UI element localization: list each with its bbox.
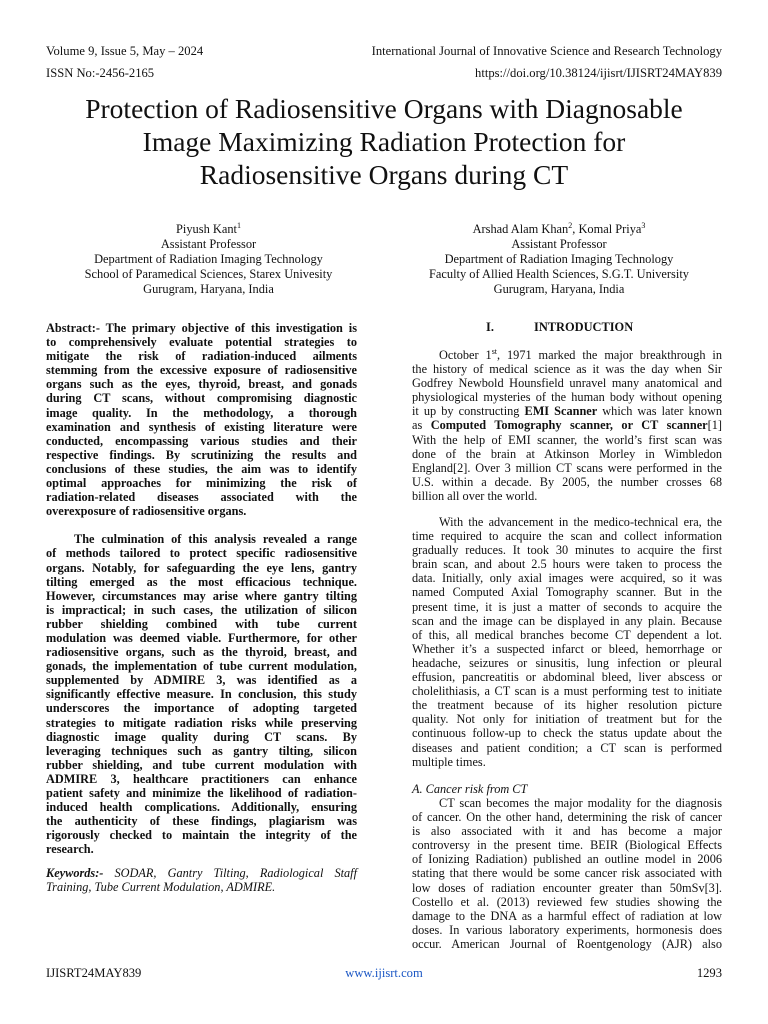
text-run: it up by constructing xyxy=(412,404,525,419)
intro-paragraph-2 xyxy=(412,515,722,769)
author-role: Assistant Professor xyxy=(160,237,257,251)
text-line: induced health complications. Additionally, ensuring xyxy=(46,800,357,815)
text-line: conducted, encompassing various studies and their xyxy=(46,433,357,448)
title-line: Image Maximizing Radiation Protection for xyxy=(142,126,626,157)
author-dept: Department of Radiation Imaging Technology xyxy=(94,252,323,266)
text-line: Godfrey Newbold Hounsfield unravel many anatomical and xyxy=(412,376,722,391)
text-line: CT scan becomes the major modality for the diagnosis xyxy=(439,796,722,810)
text-line: image quality. In the methodology, a thorough xyxy=(46,405,357,420)
text-line: organs such as the eyes, thyroid, breast, and gonads xyxy=(46,377,357,392)
text-line: occur. American Journal of Roentgenology (AJR) also xyxy=(412,936,722,951)
text-line: the treatment because of its higher resolution picture xyxy=(412,698,722,713)
text-line: during CT scans, without compromising diagnostic xyxy=(46,391,357,406)
abstract xyxy=(46,321,357,856)
text-line: stemming from the excessive exposure of radiosensitive xyxy=(46,363,357,378)
text-line: rubber shielding, and tube current modulation with xyxy=(46,757,357,772)
text-line: With the help of EMI scanner, the world’s first scan was xyxy=(412,432,722,447)
doi-link[interactable]: https://doi.org/10.38124/ijisrt/IJISRT24MAY839 xyxy=(475,66,722,80)
keywords-text: Training, Tube Current Modulation, ADMIRE. xyxy=(46,880,276,895)
text-line: supplemented by ADMIRE 3, was identified as a xyxy=(46,673,357,688)
author-affil-sup: 1 xyxy=(236,220,241,230)
text-line: patient safety and minimize the likelihood of radiation- xyxy=(46,786,357,800)
text-run: , 1971 marked the major breakthrough in xyxy=(497,348,722,362)
text-line: present time, it is just a matter of seconds to acquire the xyxy=(412,599,722,614)
text-line: billion all over the world. xyxy=(412,488,538,503)
abstract-paragraph-1 xyxy=(46,321,357,518)
text-line: tilting emerged as the most efficacious technique. xyxy=(46,574,357,589)
author-location: Gurugram, Haryana, India xyxy=(493,282,625,296)
title-line: Radiosensitive Organs during CT xyxy=(199,159,569,190)
text-line: gradually reduces. It took 30 minutes to acquire the first xyxy=(412,543,722,558)
intro-paragraph-1 xyxy=(412,348,722,503)
text-line: U.S. within a decade. By 2005, the number crosses 68 xyxy=(412,474,722,489)
text-line: done of the brain at Atkinson Morley in Wimbledon xyxy=(412,446,722,461)
text-line: continuous follow-up to check the status update about the xyxy=(412,726,722,741)
text-line: strategies to mitigate radiation risks while preserving xyxy=(46,715,357,730)
keywords-label: Keywords:- xyxy=(46,866,104,880)
text-line: is also associated with it and has become a major xyxy=(412,824,722,839)
text-line: optimal approaches for minimizing the risk of xyxy=(46,476,357,491)
footer-site-link[interactable]: www.ijisrt.com xyxy=(345,966,423,980)
text-line: data. Initially, only axial images were acquired, so it was xyxy=(412,571,722,586)
text-line: brain scan, and about 2.5 hours were taken to process the xyxy=(412,557,722,572)
text-run: October 1 xyxy=(439,348,492,362)
author-school: School of Paramedical Sciences, Starex Univesity xyxy=(84,267,333,281)
text-line: radiation-related diseases associated with the xyxy=(46,490,357,505)
section-number: I. xyxy=(486,320,494,334)
footer-paper-id: IJISRT24MAY839 xyxy=(46,966,142,980)
author-name: Piyush Kant xyxy=(176,222,237,236)
paper-title xyxy=(20,92,748,191)
text-line: modulation was deemed viable. Furthermore, for other xyxy=(46,630,357,645)
text-line: mitigate the risk of radiation-induced ailments xyxy=(46,349,357,364)
text-line: the history of medical science as it was the day when Sir xyxy=(412,362,722,377)
text-line: gonads, the implementation of tube current modulation, xyxy=(46,659,357,674)
text-line: diagnostic image quality during CT scans. By xyxy=(46,729,357,744)
text-line: stating that there would be some cancer risk associated with xyxy=(412,866,722,881)
keywords-text: SODAR, Gantry Tilting, Radiological Staff xyxy=(114,866,357,880)
author-role: Assistant Professor xyxy=(511,237,607,251)
text-line: However, circumstances may arise where gantry tilting xyxy=(46,588,357,603)
keywords xyxy=(46,866,357,894)
text-line: is impractical; in such cases, the utilization of silicon xyxy=(46,602,357,617)
author-block-left xyxy=(46,222,371,297)
text-line: examination and synthesis of existing literature were xyxy=(46,419,357,434)
issn: ISSN No:-2456-2165 xyxy=(46,66,155,80)
text-line: England[2]. Over 3 million CT scans were performed in the xyxy=(412,460,722,475)
text-line: ADMIRE 3, healthcare practitioners can enhance xyxy=(46,771,357,786)
text-line: Whether it’s a suspected infarct or bleed, hemorrhage or xyxy=(412,641,722,656)
text-line: of this, all medical branches become CT dependent a lot. xyxy=(412,627,722,642)
text-line: scan and the image can be displayed in any plain. Because xyxy=(412,613,722,628)
text-line: rigorously checked to maintain the integrity of the xyxy=(46,828,357,843)
text-line: cholelithiasis, a CT scan is a must performing test to initiate xyxy=(412,684,722,699)
text-line: Abstract:- The primary objective of this investigation is xyxy=(46,321,357,335)
text-line: diseases and patient condition; a CT scan is performed xyxy=(412,740,722,755)
author-location: Gurugram, Haryana, India xyxy=(143,282,274,296)
author-block-right xyxy=(396,222,722,297)
author-dept: Department of Radiation Imaging Technology xyxy=(444,252,674,266)
text-line: underscores the importance of adopting targeted xyxy=(46,701,357,716)
author-affil-sup: 3 xyxy=(641,220,646,230)
volume-issue: Volume 9, Issue 5, May – 2024 xyxy=(46,44,204,58)
subsection-heading: A. Cancer risk from CT xyxy=(412,782,528,796)
author-name: Arshad Alam Khan xyxy=(472,222,569,236)
author-school: Faculty of Allied Health Sciences, S.G.T. University xyxy=(429,267,689,281)
text-line: The culmination of this analysis revealed a range xyxy=(74,532,357,547)
text-line: respective findings. By scrutinizing the results and xyxy=(46,447,357,462)
text-line: the authenticity of these findings, plagiarism was xyxy=(46,814,357,829)
text-line: of Ionizing Radiation) published an outline model in 2006 xyxy=(412,852,722,867)
text-line: controversy in the present time. BEIR (Biological Effects xyxy=(412,838,722,853)
journal-name: International Journal of Innovative Science and Research Technology xyxy=(371,44,722,58)
text-line: rubber shielding combined with tube current xyxy=(46,616,357,631)
text-line: research. xyxy=(46,842,94,857)
title-line: Protection of Radiosensitive Organs with Diagnosable xyxy=(85,93,683,124)
text-line: time required to acquire the scan and collect information xyxy=(412,529,722,544)
text-line: radiosensitive organs, such as the thyroid, breast, and xyxy=(46,645,357,660)
text-line: effusion, pancreatitis or abdominal bleed, liver abscess or xyxy=(412,670,722,685)
text-line: physiological mysteries of the human body without opening xyxy=(412,390,722,405)
text-line: leveraging techniques such as gantry tilting, silicon xyxy=(46,743,357,758)
text-line: to comprehensively evaluate potential strategies to xyxy=(46,335,357,350)
text-line: organs. Notably, for safeguarding the eye lens, gantry xyxy=(46,560,357,575)
text-line: of cancer. On the other hand, determining the risk of cancer xyxy=(412,810,722,825)
text-line: multiple times. xyxy=(412,754,486,769)
intro-paragraph-3 xyxy=(412,796,722,951)
bold-term: EMI Scanner xyxy=(524,404,598,419)
citation: [1] xyxy=(707,418,722,433)
text-run: which was later known xyxy=(597,404,722,419)
text-line: of methods tailored to protect specific radiosensitive xyxy=(46,546,357,561)
text-line: headache, seizures or sinusitis, lung infection or pleural xyxy=(412,655,722,670)
text-line: significantly effective measure. In conclusion, this study xyxy=(46,687,357,702)
text-line: damage to the DNA as a harmful effect of radiation at low xyxy=(412,908,722,923)
text-run: as xyxy=(412,418,431,433)
page-number: 1293 xyxy=(696,966,722,980)
text-line: low doses of radiation encounter greater than 50mSv[3]. xyxy=(412,880,722,895)
ordinal-sup: st xyxy=(491,346,498,356)
text-line: conclusions of these studies, the aim was to identify xyxy=(46,461,357,476)
text-line: named Computed Axial Tomography scanner. But in the xyxy=(412,585,722,600)
abstract-paragraph-2 xyxy=(46,532,357,856)
author-affil-sup: 2 xyxy=(568,220,573,230)
text-line: quality. Not only for initiation of treatment but for the xyxy=(412,712,722,727)
text-line: Costello et al. (2013) reviewed few studies showing the xyxy=(412,894,722,909)
text-line: doses. In various laboratory experiments, hormonesis does xyxy=(412,922,722,937)
text-line: overexposure of radiosensitive organs. xyxy=(46,504,247,519)
text-line: With the advancement in the medico-technical era, the xyxy=(439,515,722,529)
author-name: , Komal Priya xyxy=(572,222,642,236)
section-title: INTRODUCTION xyxy=(534,320,634,334)
bold-term: Computed Tomography scanner, or CT scanner xyxy=(430,418,708,433)
